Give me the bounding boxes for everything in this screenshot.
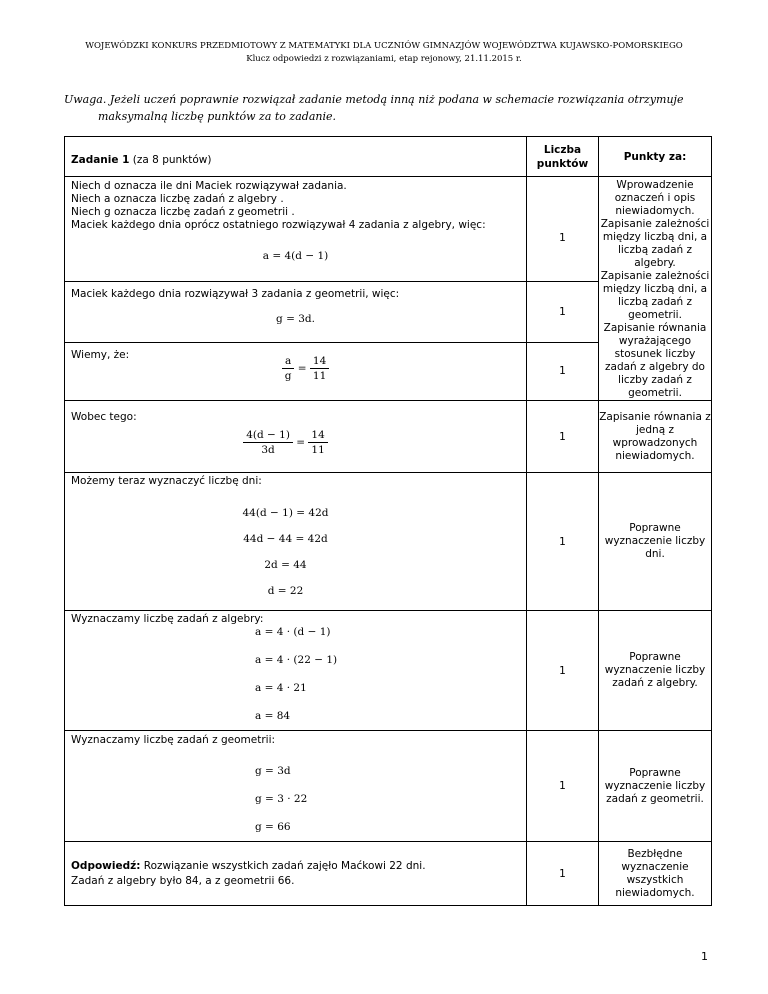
note-line2: maksymalną liczbę punktów za to zadanie. [98,110,336,123]
task-title [65,137,527,177]
answer-text: Rozwiązanie wszystkich zadań zajęło Maćkowi 22 dni. [140,859,426,872]
frac-num: 14 [310,354,329,369]
intro-line: Niech a oznacza liczbę zadań z algebry . [71,193,284,205]
frac-den: 11 [311,444,325,456]
comment-7: Poprawne wyznaczenie liczby zadań z algebry. [599,611,712,731]
days-step: 44(d − 1) = 42d [242,507,329,519]
answer-label: Odpowiedź: [71,859,141,872]
points-cell: 1 [527,177,599,282]
wobec-text: Wobec tego: [71,411,137,423]
row-geometry [65,282,527,342]
frac-den: 3d [261,444,275,456]
intro-line: Maciek każdego dnia oprócz ostatniego rozwiązywał 4 zadania z algebry, więc: [71,219,486,231]
comment-1: Wprowadzenie oznaczeń i opis niewiadomych. [614,179,696,217]
row-algebra [65,611,527,731]
row-ratio [65,342,527,400]
points-cell: 1 [527,611,599,731]
geometry-step: g = 66 [255,821,291,833]
frac-num: a [282,354,294,369]
col-for-header: Punkty za: [599,137,712,177]
points-cell: 1 [527,282,599,342]
comment-2: Zapisanie zależności między liczbą dni, a liczbą zadań z algebry. [600,218,710,269]
row-days [65,473,527,611]
document-header [0,40,768,66]
frac-num: 14 [308,428,327,443]
comment-4: Zapisanie równania wyrażającego stosunek liczby zadań z algebry do liczby zadań z geometrii. [603,322,707,399]
days-step: 44d − 44 = 42d [243,533,328,545]
header-line1: WOJEWÓDZKI KONKURS PRZEDMIOTOWY Z MATEMATYKI DLA UCZNIÓW GIMNAZJÓW WOJEWÓDZTWA KUJAWSKO-POMORSKIEGO [85,41,683,51]
task-title-rest: (za 8 punktów) [129,153,212,166]
page-number: 1 [701,950,708,963]
frac-den: 11 [312,369,327,382]
row-substitution [65,401,527,473]
note-line1: Uwaga. Jeżeli uczeń poprawnie rozwiązał zadanie metodą inną niż podana w schemacie rozwiązania otrzymuje [64,93,684,106]
geometry-step: g = 3 · 22 [255,793,308,805]
solution-table [64,136,712,906]
task-title-bold: Zadanie 1 [71,153,130,166]
row-intro [65,177,527,282]
row-geometry-count [65,731,527,842]
geometry2-text: Wyznaczamy liczbę zadań z geometrii: [71,734,276,746]
points-cell: 1 [527,473,599,611]
algebra-step: a = 4 · (d − 1) [255,626,331,638]
algebra-step: a = 84 [255,710,291,722]
col-points-header: Liczba punktów [527,137,599,177]
comment-8: Poprawne wyznaczenie liczby zadań z geometrii. [599,731,712,842]
mozemy-text: Możemy teraz wyznaczyć liczbę dni: [71,475,262,487]
points-cell: 1 [527,342,599,400]
frac-den: g [284,369,292,382]
days-step: d = 22 [267,585,304,597]
geometry-step: g = 3d [255,765,291,777]
header-line2: Klucz odpowiedzi z rozwiązaniami, etap rejonowy, 21.11.2015 r. [246,54,522,64]
points-cell: 1 [527,401,599,473]
wiemy-text: Wiemy, że: [71,348,130,361]
days-step: 2d = 44 [264,559,307,571]
points-cell: 1 [527,842,599,906]
comment-9: Bezbłędne wyznaczenie wszystkich niewiadomych. [599,842,712,906]
note [64,91,704,125]
algebra-text: Wyznaczamy liczbę zadań z algebry: [71,613,264,625]
comment-6: Poprawne wyznaczenie liczby dni. [599,473,712,611]
ratio-equation: $\frac{a}{g}$ = $\frac{14}{11}$ [65,354,526,383]
algebra-step: a = 4 · (22 − 1) [255,654,338,666]
points-cell: 1 [527,731,599,842]
geometry-text: Maciek każdego dnia rozwiązywał 3 zadania z geometrii, więc: [71,288,400,301]
frac-num: 4(d − 1) [243,428,293,443]
row-answer [65,842,527,906]
intro-line: Niech d oznacza ile dni Maciek rozwiązywał zadania. [71,180,347,192]
comment-5: Zapisanie równania z jedną z wprowadzonych niewiadomych. [599,401,712,473]
equation-1: a = 4(d − 1) [262,250,329,262]
comment-cell [599,177,712,401]
equation-2: g = 3d. [276,313,315,326]
comment-3: Zapisanie zależności między liczbą dni, a liczbą zadań z geometrii. [600,270,710,321]
answer-line2: Zadań z algebry było 84, a z geometrii 66. [71,874,295,887]
substitution-equation: $\frac{4(d - 1)}{3d}$ = $\frac{14}{11}$ [65,428,526,457]
intro-line: Niech g oznacza liczbę zadań z geometrii . [71,206,295,218]
algebra-step: a = 4 · 21 [255,682,307,694]
